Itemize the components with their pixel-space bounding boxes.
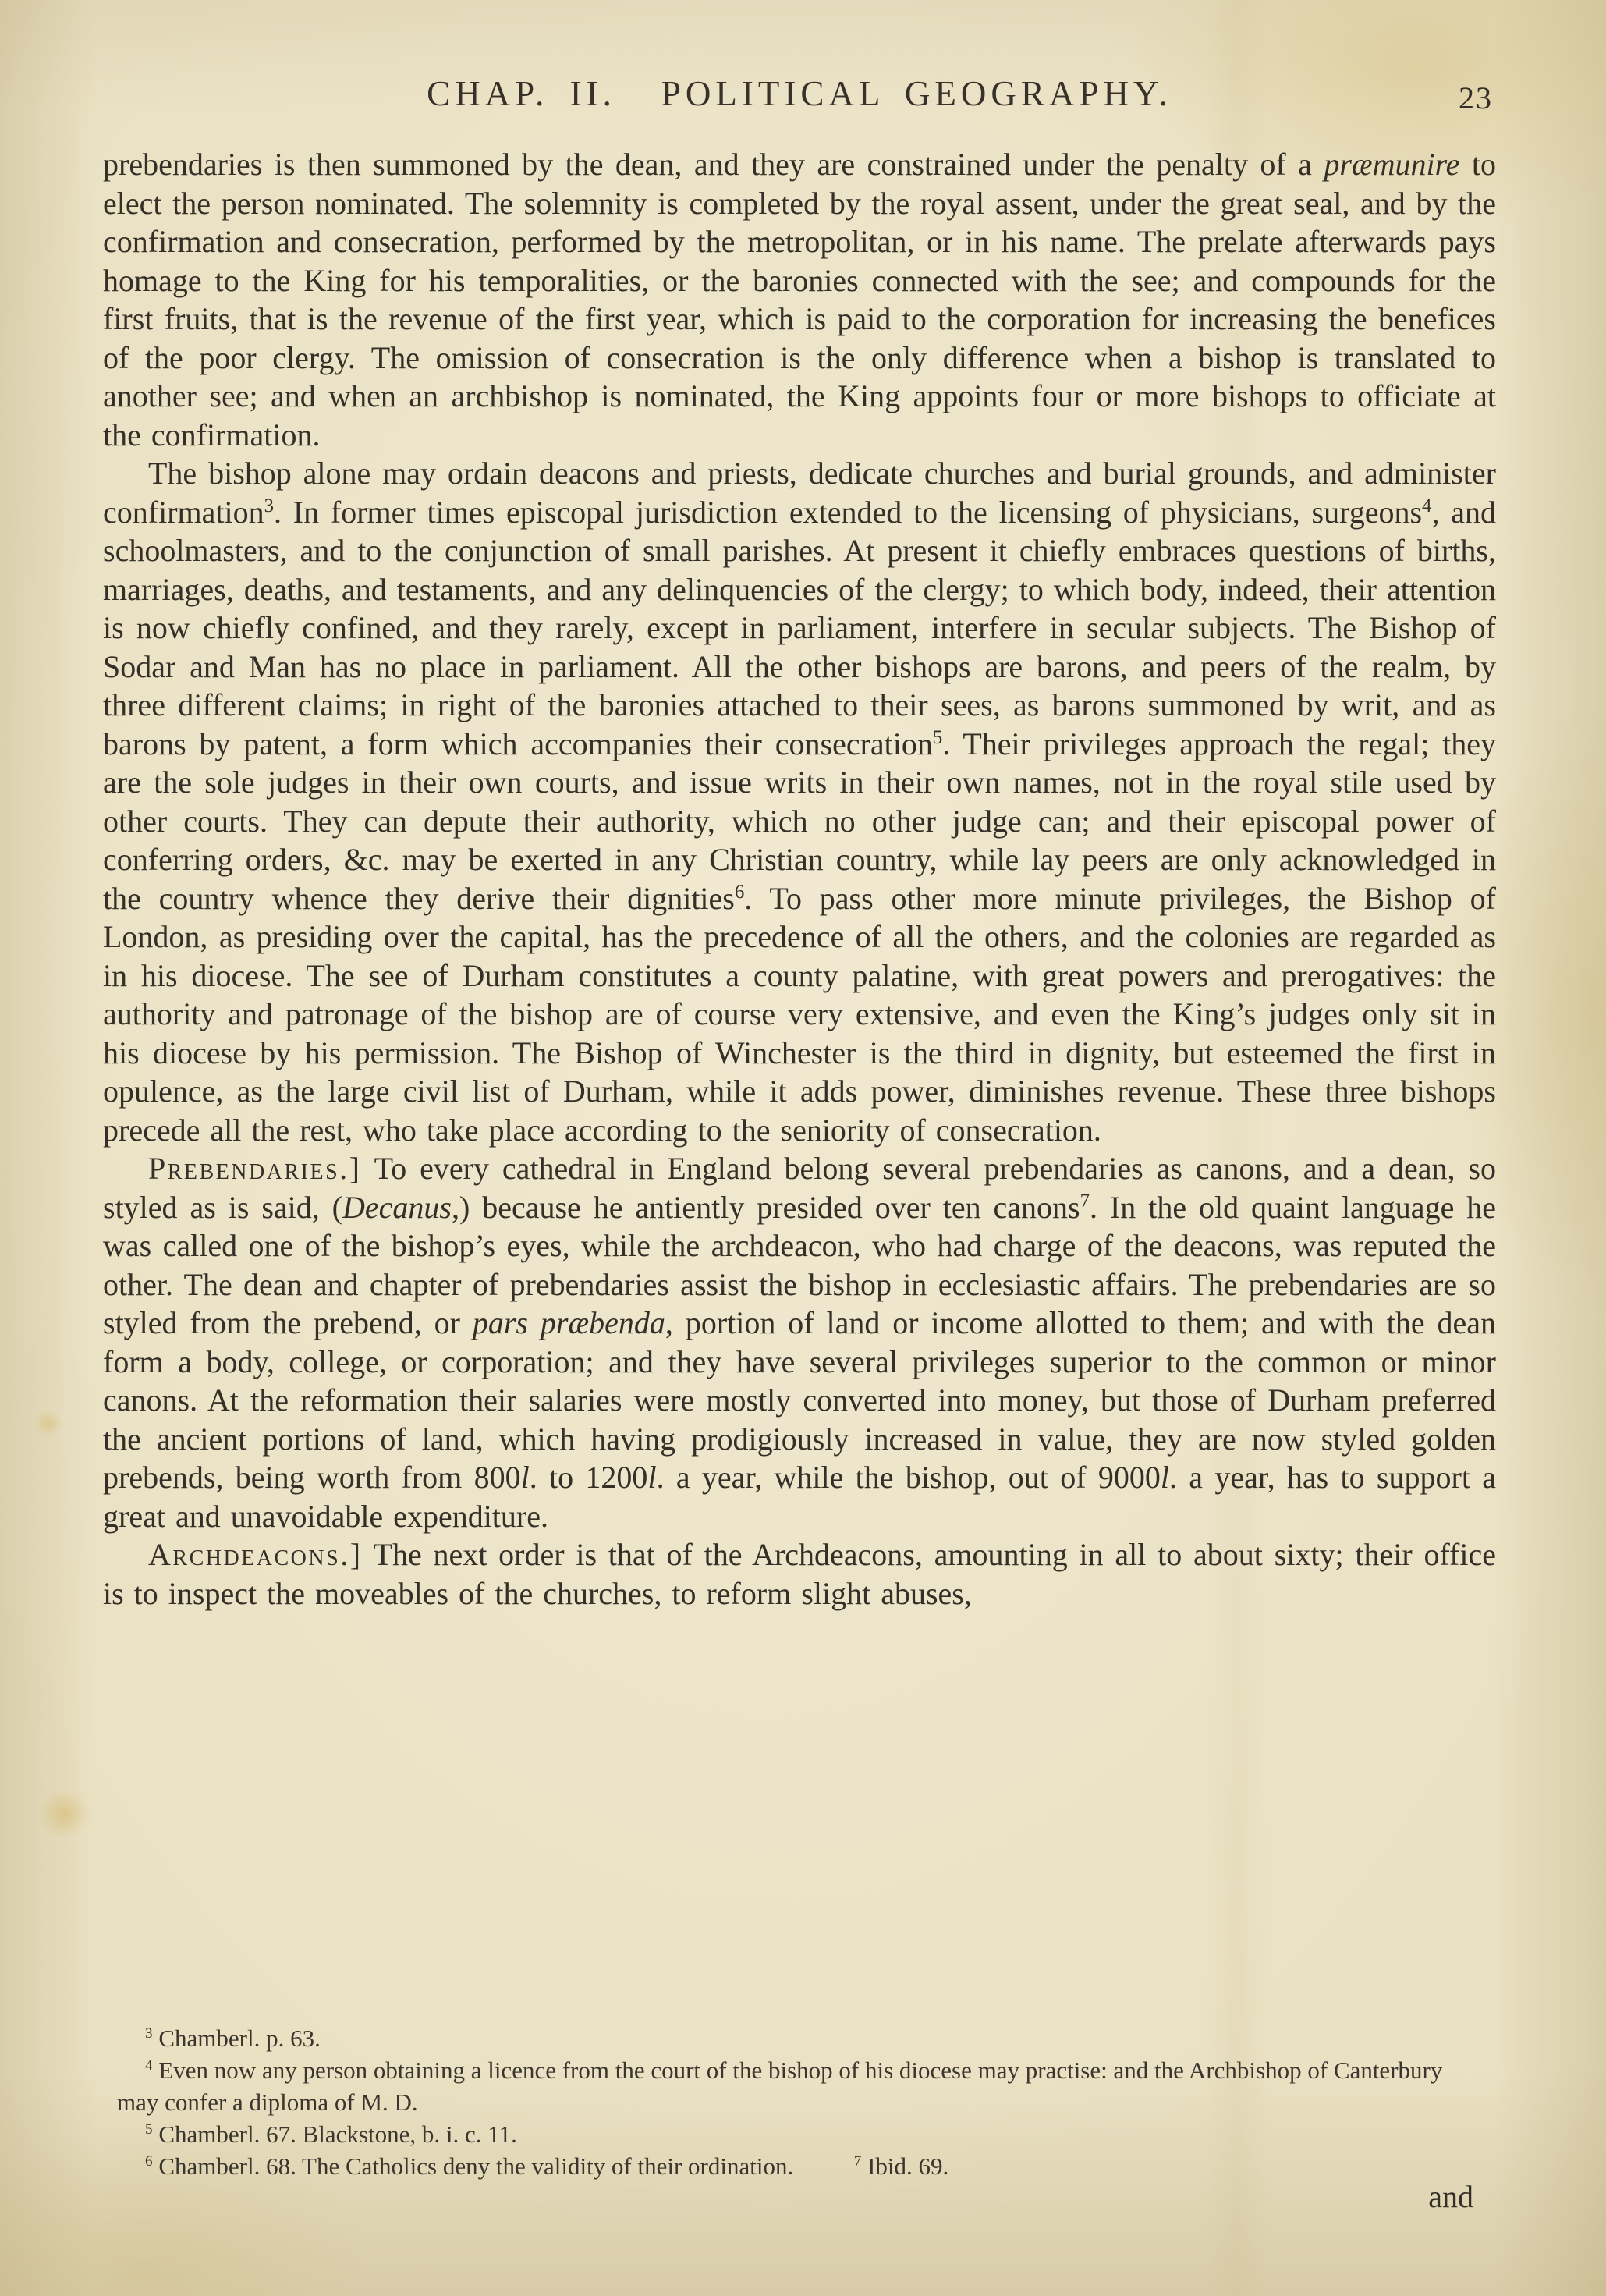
footnote — [117, 2150, 1462, 2182]
italic-text: Decanus — [342, 1189, 452, 1225]
footnotes — [117, 2022, 1462, 2182]
italic-text: l — [520, 1460, 530, 1495]
catchword: and — [1428, 2179, 1473, 2214]
text-run: . Their privileges approach the regal; they are the sole judges in their own courts, and issue writs in their own names, not in the royal stile used by other courts. They can depute their authority, which no other judge can; and their episcopal power of conferring orders, &c. may be exerted in any Christian country, while lay peers are only acknowledged in the country whence they derive their dignities — [103, 726, 1496, 916]
footnote-reference: 3 — [145, 2025, 153, 2042]
text-run: . a year, while the bishop, out of 9000 — [656, 1460, 1161, 1495]
paragraph — [103, 1149, 1496, 1535]
italic-text: pars præbenda — [472, 1305, 665, 1340]
page-number: 23 — [1459, 80, 1493, 115]
footnote — [117, 2022, 1462, 2054]
text-run: to elect the person nominated. The solemnity is completed by the royal assent, under the great seal, and by the confirmation and consecration, performed by the metropolitan, or in his name. The prelate afterwards pays homage to the King for his temporalities, or the baronies connected with the see; and compounds for the first fruits, that is the revenue of the first year, which is paid to the corporation for increasing the benefices of the poor clergy. The omission of consecration is the only difference when a bishop is translated to another see; and when an archbishop is nominated, the King appoints four or more bishops to officiate at the confirmation. — [103, 147, 1496, 452]
footnote-reference: 6 — [734, 881, 745, 903]
footnote-reference: 7 — [1080, 1190, 1090, 1212]
text-run: Chamberl. 67. Blackstone, b. i. c. 11. — [152, 2120, 517, 2148]
footnote-reference: 6 — [145, 2153, 153, 2170]
footnote — [117, 2118, 1462, 2150]
italic-text: l — [647, 1460, 657, 1495]
text-run: Ibid. 69. — [861, 2152, 949, 2180]
text-run: . a year, has to support a great and unavoidable expenditure. — [103, 1460, 1496, 1534]
footnote-reference: 7 — [853, 2153, 862, 2170]
chapter-label: CHAP. II. — [427, 74, 616, 113]
italic-text: præmunire — [1324, 147, 1460, 182]
text-run: The next order is that of the Archdeacons, amounting in all to about sixty; their office is to inspect the moveables of the churches, to reform slight abuses, — [103, 1537, 1496, 1611]
running-title — [103, 73, 1496, 114]
footnote-reference: 4 — [1422, 495, 1432, 516]
text-run: . To pass other more minute privileges, the Bishop of London, as presiding over the capital, has the precedence of all the others, and the colonies are regarded as in his diocese. The see of Durham constitutes a county palatine, with great powers and prerogatives: the authority and patronage of the bishop are of course very extensive, and even the King’s judges only sit in his diocese by his permission. The Bishop of Winchester is the third in dignity, but esteemed the first in opulence, as the large civil list of Durham, while it adds power, diminishes revenue. These three bishops precede all the rest, who take place according to the seniority of consecration. — [103, 880, 1496, 1148]
text-run: Even now any person obtaining a licence from the court of the bishop of his diocese may practise: and the Archbishop of Canterbury may confer a diploma of M. D. — [117, 2056, 1443, 2116]
text-run: , portion of land or income allotted to them; and with the dean form a body, college, or corporation; and they have several privileges superior to the common or minor canons. At the reformation their salaries were mostly converted into money, but those of Durham preferred the ancient portions of land, which having prodigiously increased in value, they are now styled golden prebends, being worth from 800 — [103, 1305, 1496, 1495]
footnote-reference: 5 — [145, 2121, 153, 2138]
italic-text: l — [1160, 1460, 1169, 1495]
text-run — [793, 2152, 854, 2180]
text-run: Chamberl. 68. The Catholics deny the validity of their ordination. — [152, 2152, 794, 2180]
smallcaps-heading: Prebendaries.] — [148, 1151, 362, 1186]
text-run: To every cathedral in England belong several prebendaries as canons, and a dean, so styled as is said, ( — [103, 1151, 1496, 1225]
footnote-reference: 5 — [932, 726, 943, 748]
text-run: . In former times episcopal jurisdiction extended to the licensing of physicians, surgeons — [274, 494, 1423, 530]
body-text — [103, 145, 1496, 1613]
text-run: . to 1200 — [529, 1460, 648, 1495]
text-run: prebendaries is then summoned by the dean, and they are constrained under the penalty of a — [103, 147, 1324, 182]
smallcaps-heading: Archdeacons.] — [148, 1537, 363, 1572]
text-run: . In the old quaint language he was called one of the bishop’s eyes, while the archdeacon, who had charge of the deacons, was reputed the other. The dean and chapter of prebendaries assist the bishop in ecclesiastic affairs. The prebendaries are so styled from the prebend, or — [103, 1189, 1497, 1340]
section-title: POLITICAL GEOGRAPHY. — [661, 74, 1172, 113]
paragraph — [103, 145, 1496, 454]
footnote-reference: 3 — [264, 495, 275, 516]
text-run: The bishop alone may ordain deacons and priests, dedicate churches and burial grounds, and administer confirmation — [103, 456, 1496, 530]
text-run: , and schoolmasters, and to the conjunction of small parishes. At present it chiefly embraces questions of births, marriages, deaths, and testaments, and any delinquencies of the clergy; to which body, indeed, their attention is now chiefly confined, and they rarely, except in parliament, interfere in secular subjects. The Bishop of Sodar and Man has no place in parliament. All the other bishops are barons, and peers of the realm, by three different claims; in right of the baronies attached to their sees, as barons summoned by writ, and as barons by patent, a form which accompanies their consecration — [103, 494, 1496, 761]
paragraph — [103, 1535, 1496, 1613]
page-header — [103, 73, 1496, 114]
paragraph — [103, 454, 1496, 1149]
footnote-reference: 4 — [145, 2057, 153, 2074]
text-run: Chamberl. p. 63. — [152, 2025, 321, 2052]
footnote — [117, 2054, 1462, 2118]
text-run: ,) because he antiently presided over ten canons — [451, 1189, 1080, 1225]
